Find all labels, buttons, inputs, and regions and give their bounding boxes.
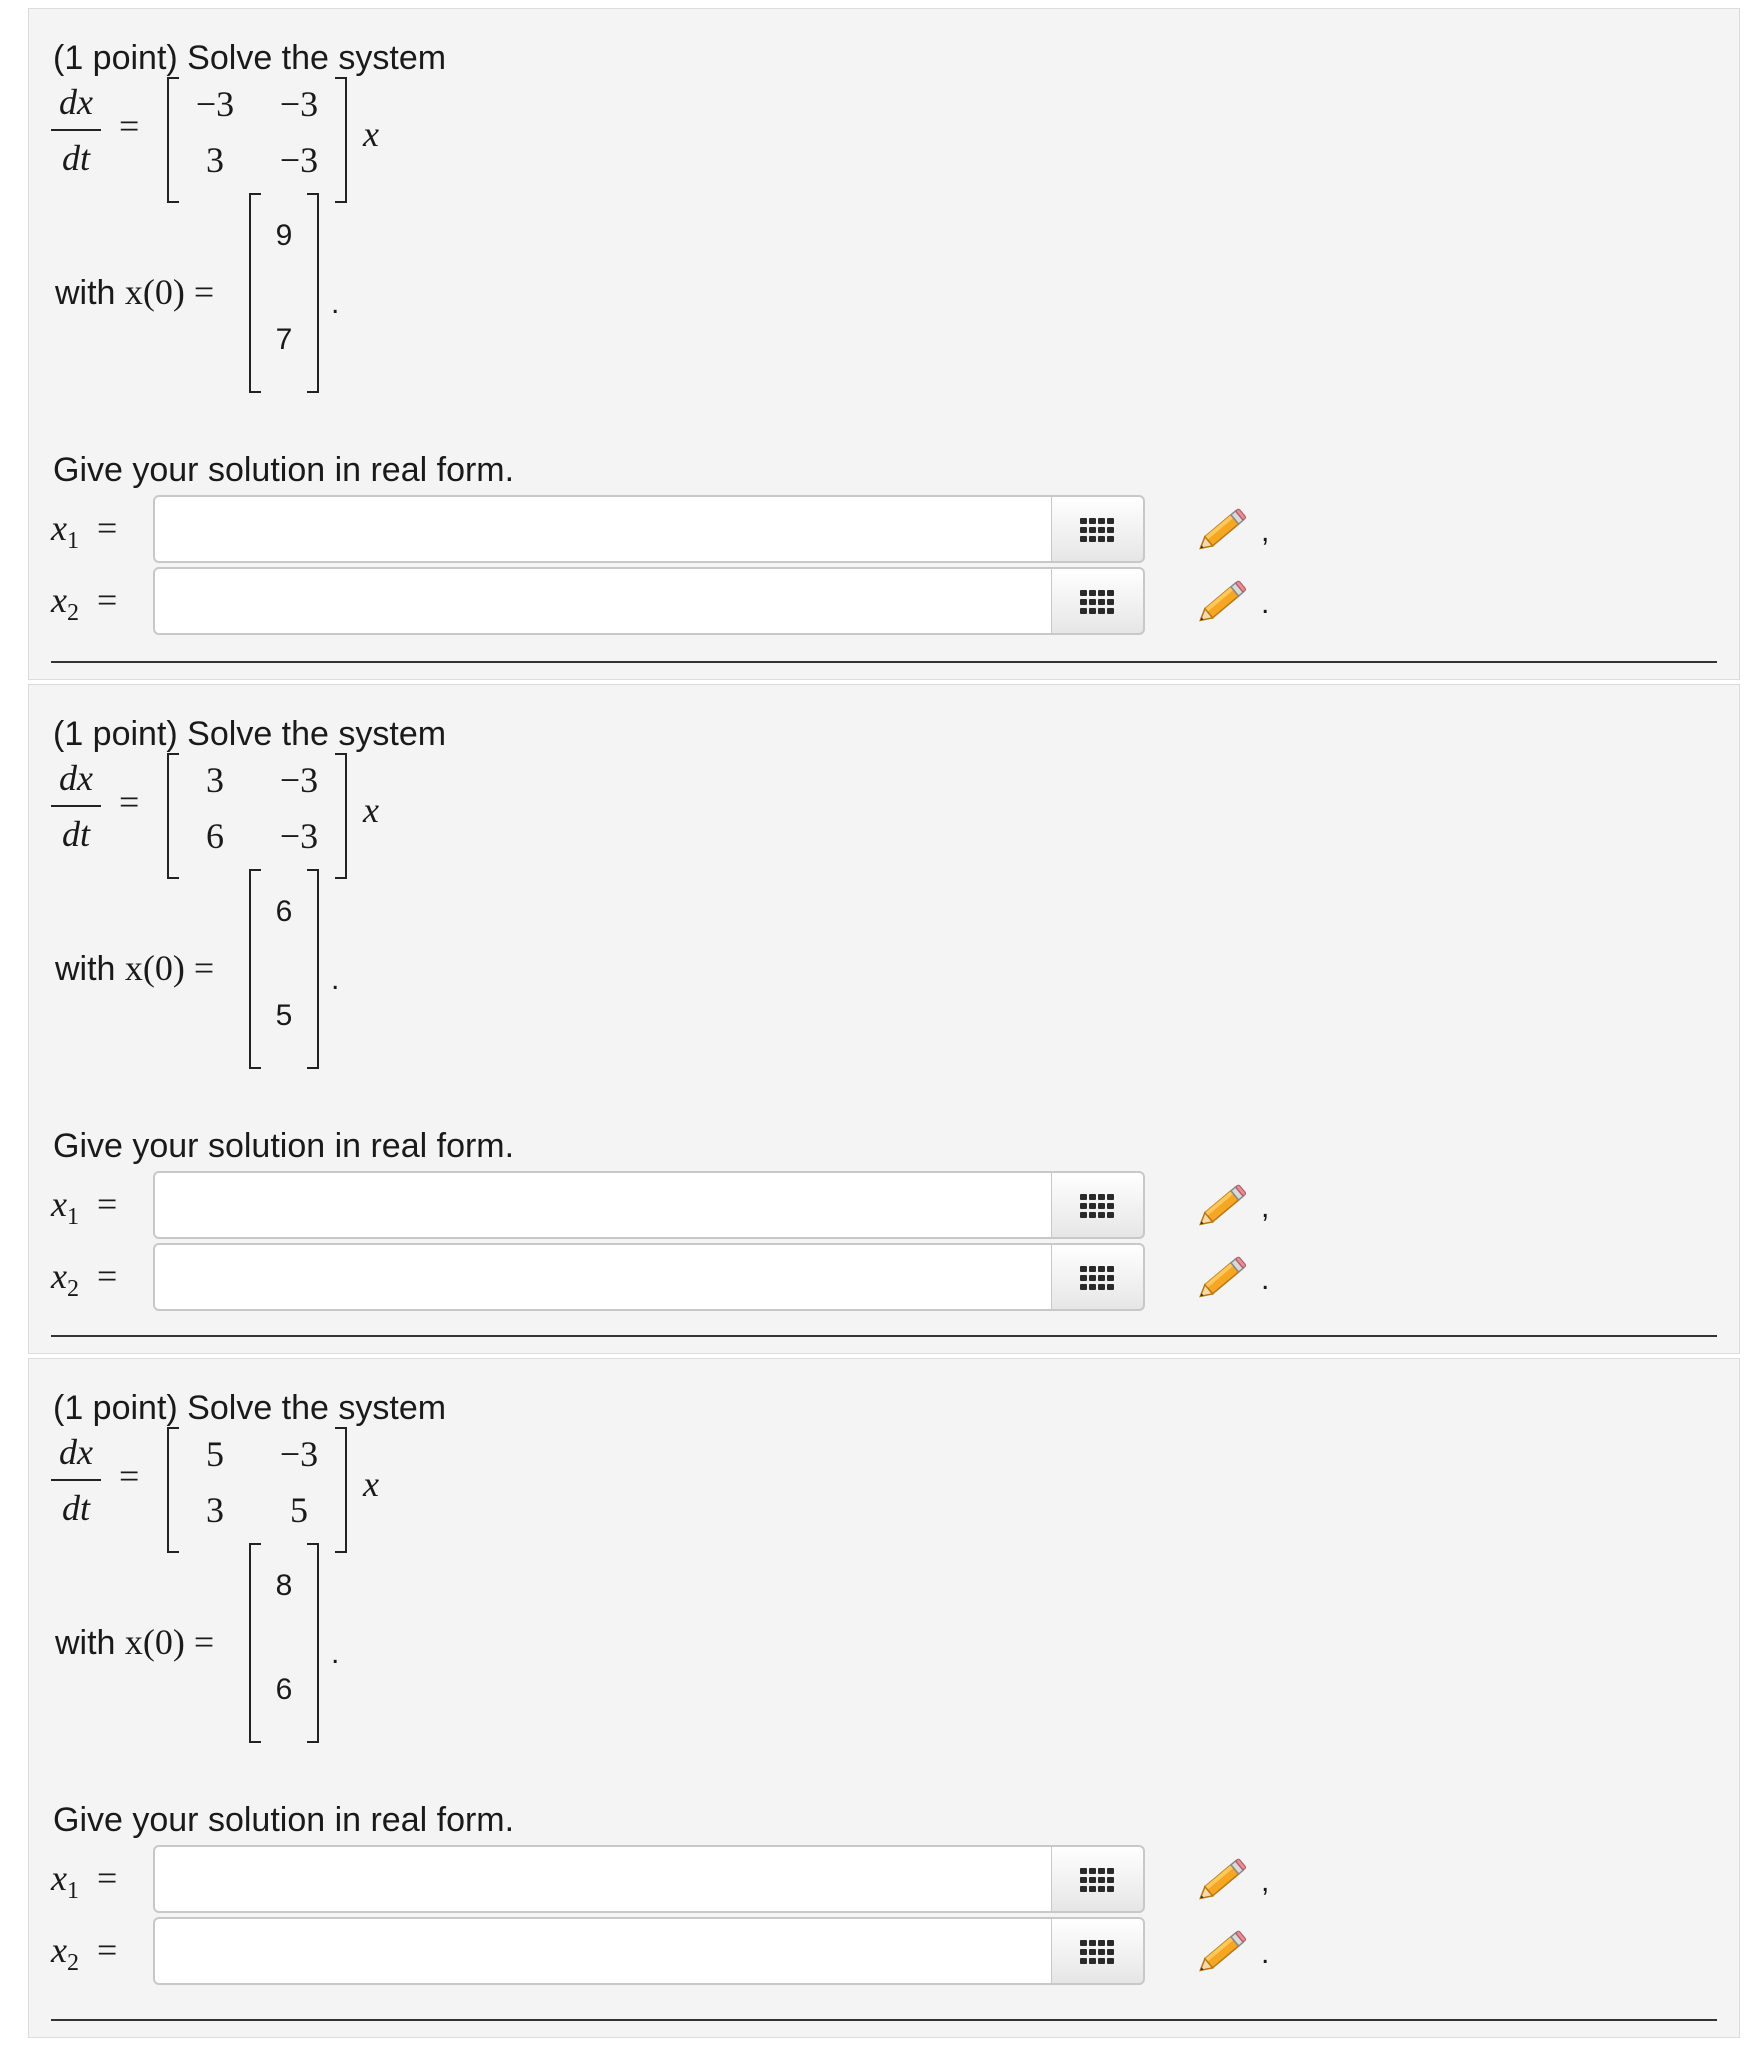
answer-row-x2	[51, 1243, 1741, 1313]
fraction-numerator: dx	[59, 758, 93, 798]
pencil-icon	[1191, 620, 1251, 637]
answer-var: x	[51, 1256, 67, 1296]
section-divider	[51, 2019, 1717, 2021]
answer-subscript: 1	[66, 528, 79, 555]
answer-label	[51, 1857, 117, 1905]
x0-label: x(0) =	[124, 948, 215, 988]
equation-palette-button[interactable]	[1051, 1917, 1145, 1985]
matrix-cell: 3	[206, 1490, 224, 1530]
matrix-cell: 6	[206, 816, 224, 856]
derivative-fraction	[51, 1431, 101, 1529]
answer-subscript: 2	[66, 600, 79, 627]
equation-editor-button[interactable]	[1191, 1249, 1251, 1309]
x0-label: x(0) =	[124, 1622, 215, 1662]
equation-editor-button[interactable]	[1191, 1177, 1251, 1237]
coefficient-matrix	[167, 1427, 347, 1553]
derivative-fraction	[51, 757, 101, 855]
problem-header: (1 point) Solve the system	[53, 39, 447, 77]
answer-subscript: 2	[66, 1950, 79, 1977]
vector-entry: 6	[275, 895, 293, 928]
answer-row-x2	[51, 1917, 1741, 1987]
fraction-denominator: dt	[61, 1488, 90, 1528]
matrix-cell: −3	[195, 84, 235, 124]
equation-palette-button[interactable]	[1051, 567, 1145, 635]
matrix-cell: −3	[279, 84, 319, 124]
answer-var: x	[51, 1858, 67, 1898]
matrix-cell: −3	[279, 816, 319, 856]
equation-palette-button[interactable]	[1051, 1171, 1145, 1239]
fraction-numerator: dx	[59, 1432, 93, 1472]
initial-condition-label	[55, 1621, 214, 1663]
answer-var: x	[51, 508, 67, 548]
vector-period: .	[331, 287, 340, 320]
answer-equals: =	[96, 1858, 118, 1898]
answer-row-x1	[51, 1845, 1741, 1915]
equation-editor-button[interactable]	[1191, 501, 1251, 561]
answer-punctuation: .	[1261, 1937, 1270, 1970]
fraction-denominator: dt	[61, 814, 90, 854]
answer-row-x1	[51, 495, 1741, 565]
vector-period: .	[331, 963, 340, 996]
fraction-numerator: dx	[59, 82, 93, 122]
answer-label	[51, 579, 117, 627]
answer-label	[51, 1183, 117, 1231]
equals-sign: =	[119, 1456, 140, 1496]
initial-vector	[249, 193, 319, 393]
answer-subscript: 2	[66, 1276, 79, 1303]
vector-entry: 7	[275, 323, 293, 356]
answer-punctuation: ,	[1261, 1191, 1270, 1224]
fraction-denominator: dt	[61, 138, 90, 178]
answer-equals: =	[96, 1184, 118, 1224]
pencil-icon	[1191, 1898, 1251, 1915]
answer-input-x1[interactable]	[153, 1171, 1053, 1239]
matrix-cell: 3	[206, 760, 224, 800]
answer-row-x2	[51, 567, 1741, 637]
fraction-bar	[51, 805, 101, 807]
problem-block	[28, 1358, 1740, 2038]
answer-punctuation: ,	[1261, 515, 1270, 548]
vector-variable: x	[363, 790, 379, 830]
problem-header: (1 point) Solve the system	[53, 1389, 447, 1427]
equation-palette-button[interactable]	[1051, 495, 1145, 563]
initial-vector	[249, 869, 319, 1069]
answer-var: x	[51, 580, 67, 620]
equals-sign: =	[119, 106, 140, 146]
answer-equals: =	[96, 1930, 118, 1970]
answer-label	[51, 1255, 117, 1303]
equation-editor-button[interactable]	[1191, 1851, 1251, 1911]
answer-label	[51, 1929, 117, 1977]
answer-input-x2[interactable]	[153, 1917, 1053, 1985]
initial-condition-label	[55, 271, 214, 313]
answer-subscript: 1	[66, 1878, 79, 1905]
answer-input-x2[interactable]	[153, 567, 1053, 635]
answer-punctuation: .	[1261, 1263, 1270, 1296]
derivative-fraction	[51, 81, 101, 179]
vector-entry: 6	[275, 1673, 293, 1706]
coefficient-matrix	[167, 77, 347, 203]
equation-palette-button[interactable]	[1051, 1243, 1145, 1311]
vector-period: .	[331, 1637, 340, 1670]
answer-input-x1[interactable]	[153, 495, 1053, 563]
matrix-cell: 3	[206, 140, 224, 180]
instruction-text: Give your solution in real form.	[53, 1801, 515, 1839]
answer-var: x	[51, 1930, 67, 1970]
answer-row-x1	[51, 1171, 1741, 1241]
pencil-icon	[1191, 1224, 1251, 1241]
pencil-icon	[1191, 1296, 1251, 1313]
answer-equals: =	[96, 508, 118, 548]
fraction-bar	[51, 129, 101, 131]
initial-condition-label	[55, 947, 214, 989]
vector-entry: 8	[275, 1569, 293, 1602]
answer-equals: =	[96, 580, 118, 620]
fraction-bar	[51, 1479, 101, 1481]
matrix-cell: −3	[279, 140, 319, 180]
equation-editor-button[interactable]	[1191, 573, 1251, 633]
answer-var: x	[51, 1184, 67, 1224]
answer-label	[51, 507, 117, 555]
coefficient-matrix	[167, 753, 347, 879]
x0-label: x(0) =	[124, 272, 215, 312]
vector-variable: x	[363, 114, 379, 154]
instruction-text: Give your solution in real form.	[53, 1127, 515, 1165]
equation-palette-button[interactable]	[1051, 1845, 1145, 1913]
instruction-text: Give your solution in real form.	[53, 451, 515, 489]
answer-subscript: 1	[66, 1204, 79, 1231]
pencil-icon	[1191, 1970, 1251, 1987]
section-divider	[51, 661, 1717, 663]
with-text: with	[55, 950, 125, 988]
equation-editor-button[interactable]	[1191, 1923, 1251, 1983]
equals-sign: =	[119, 782, 140, 822]
matrix-cell: −3	[279, 1434, 319, 1474]
matrix-cell: 5	[206, 1434, 224, 1474]
answer-punctuation: ,	[1261, 1865, 1270, 1898]
problem-block	[28, 8, 1740, 680]
problem-block	[28, 684, 1740, 1354]
answer-input-x2[interactable]	[153, 1243, 1053, 1311]
answer-punctuation: .	[1261, 587, 1270, 620]
vector-entry: 9	[275, 219, 293, 252]
section-divider	[51, 1335, 1717, 1337]
matrix-cell: −3	[279, 760, 319, 800]
answer-equals: =	[96, 1256, 118, 1296]
vector-entry: 5	[275, 999, 293, 1032]
with-text: with	[55, 1624, 125, 1662]
pencil-icon	[1191, 548, 1251, 565]
answer-input-x1[interactable]	[153, 1845, 1053, 1913]
initial-vector	[249, 1543, 319, 1743]
with-text: with	[55, 274, 125, 312]
matrix-cell: 5	[290, 1490, 308, 1530]
vector-variable: x	[363, 1464, 379, 1504]
problem-header: (1 point) Solve the system	[53, 715, 447, 753]
